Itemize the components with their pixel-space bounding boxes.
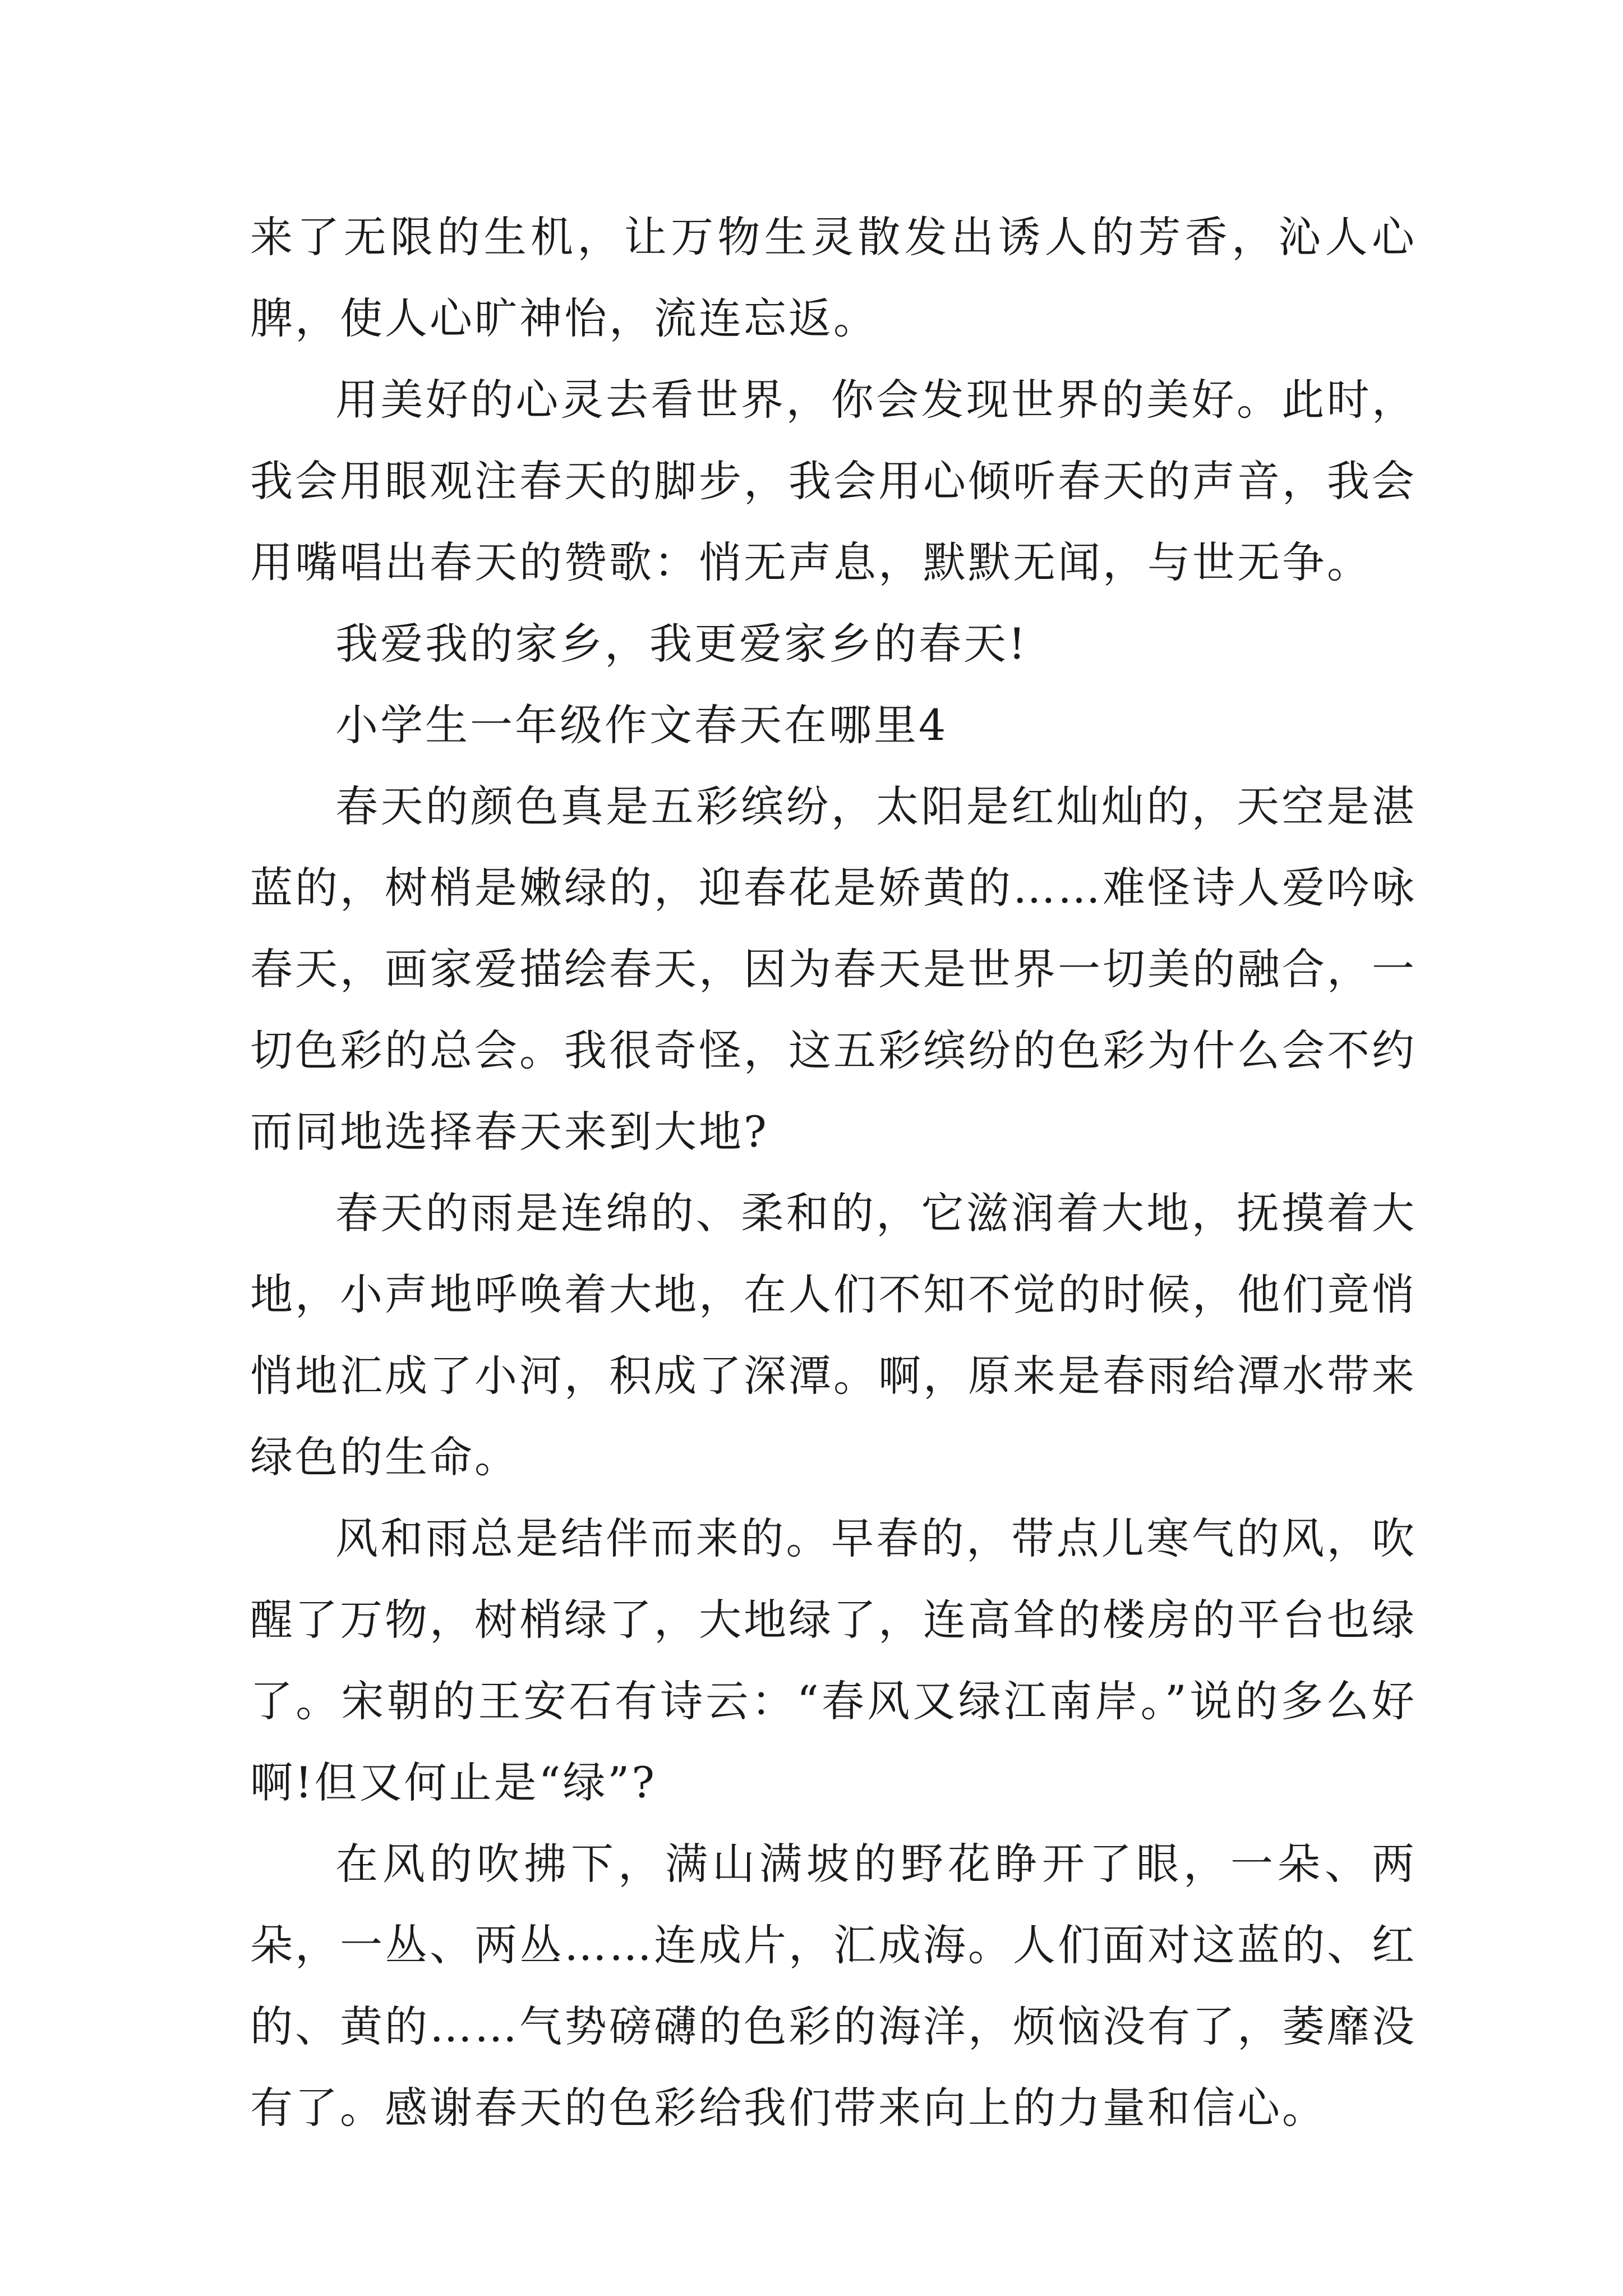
paragraph: 春天的颜色真是五彩缤纷，太阳是红灿灿的，天空是湛蓝的，树梢是嫩绿的，迎春花是娇黄的……难怪诗人爱吟咏春天，画家爱描绘春天，因为春天是世界一切美的融合，一切色彩的总会。我很奇怪，这五彩缤纷的色彩为什么会不约而同地选择春天来到大地? bbox=[250, 781, 1417, 1157]
paragraph: 春天的雨是连绵的、柔和的，它滋润着大地，抚摸着大地，小声地呼唤着大地，在人们不知不觉的时候，他们竟悄悄地汇成了小河，积成了深潭。啊，原来是春雨给潭水带来绿色的生命。 bbox=[250, 1188, 1417, 1482]
section-heading: 小学生一年级作文春天在哪里4 bbox=[335, 700, 948, 750]
paragraph: 风和雨总是结伴而来的。早春的，带点儿寒气的风，吹醒了万物，树梢绿了，大地绿了，连高耸的楼房的平台也绿了。宋朝的王安石有诗云：“春风又绿江南岸。”说的多么好啊!但又何止是“绿”? bbox=[250, 1513, 1417, 1807]
paragraph: 用美好的心灵去看世界，你会发现世界的美好。此时，我会用眼观注春天的脚步，我会用心倾听春天的声音，我会用嘴唱出春天的赞歌：悄无声息，默默无闻，与世无争。 bbox=[250, 375, 1417, 587]
paragraph: 在风的吹拂下，满山满坡的野花睁开了眼，一朵、两朵，一丛、两丛……连成片，汇成海。人们面对这蓝的、红的、黄的……气势磅礴的色彩的海洋，烦恼没有了，萎靡没有了。感谢春天的色彩给我们带来向上的力量和信心。 bbox=[250, 1839, 1417, 2133]
paragraph-continuation: 来了无限的生机，让万物生灵散发出诱人的芳香，沁人心脾，使人心旷神怡，流连忘返。 bbox=[250, 212, 1417, 343]
paragraph: 我爱我的家乡，我更爱家乡的春天! bbox=[335, 619, 1028, 669]
document-body bbox=[250, 196, 1417, 2148]
